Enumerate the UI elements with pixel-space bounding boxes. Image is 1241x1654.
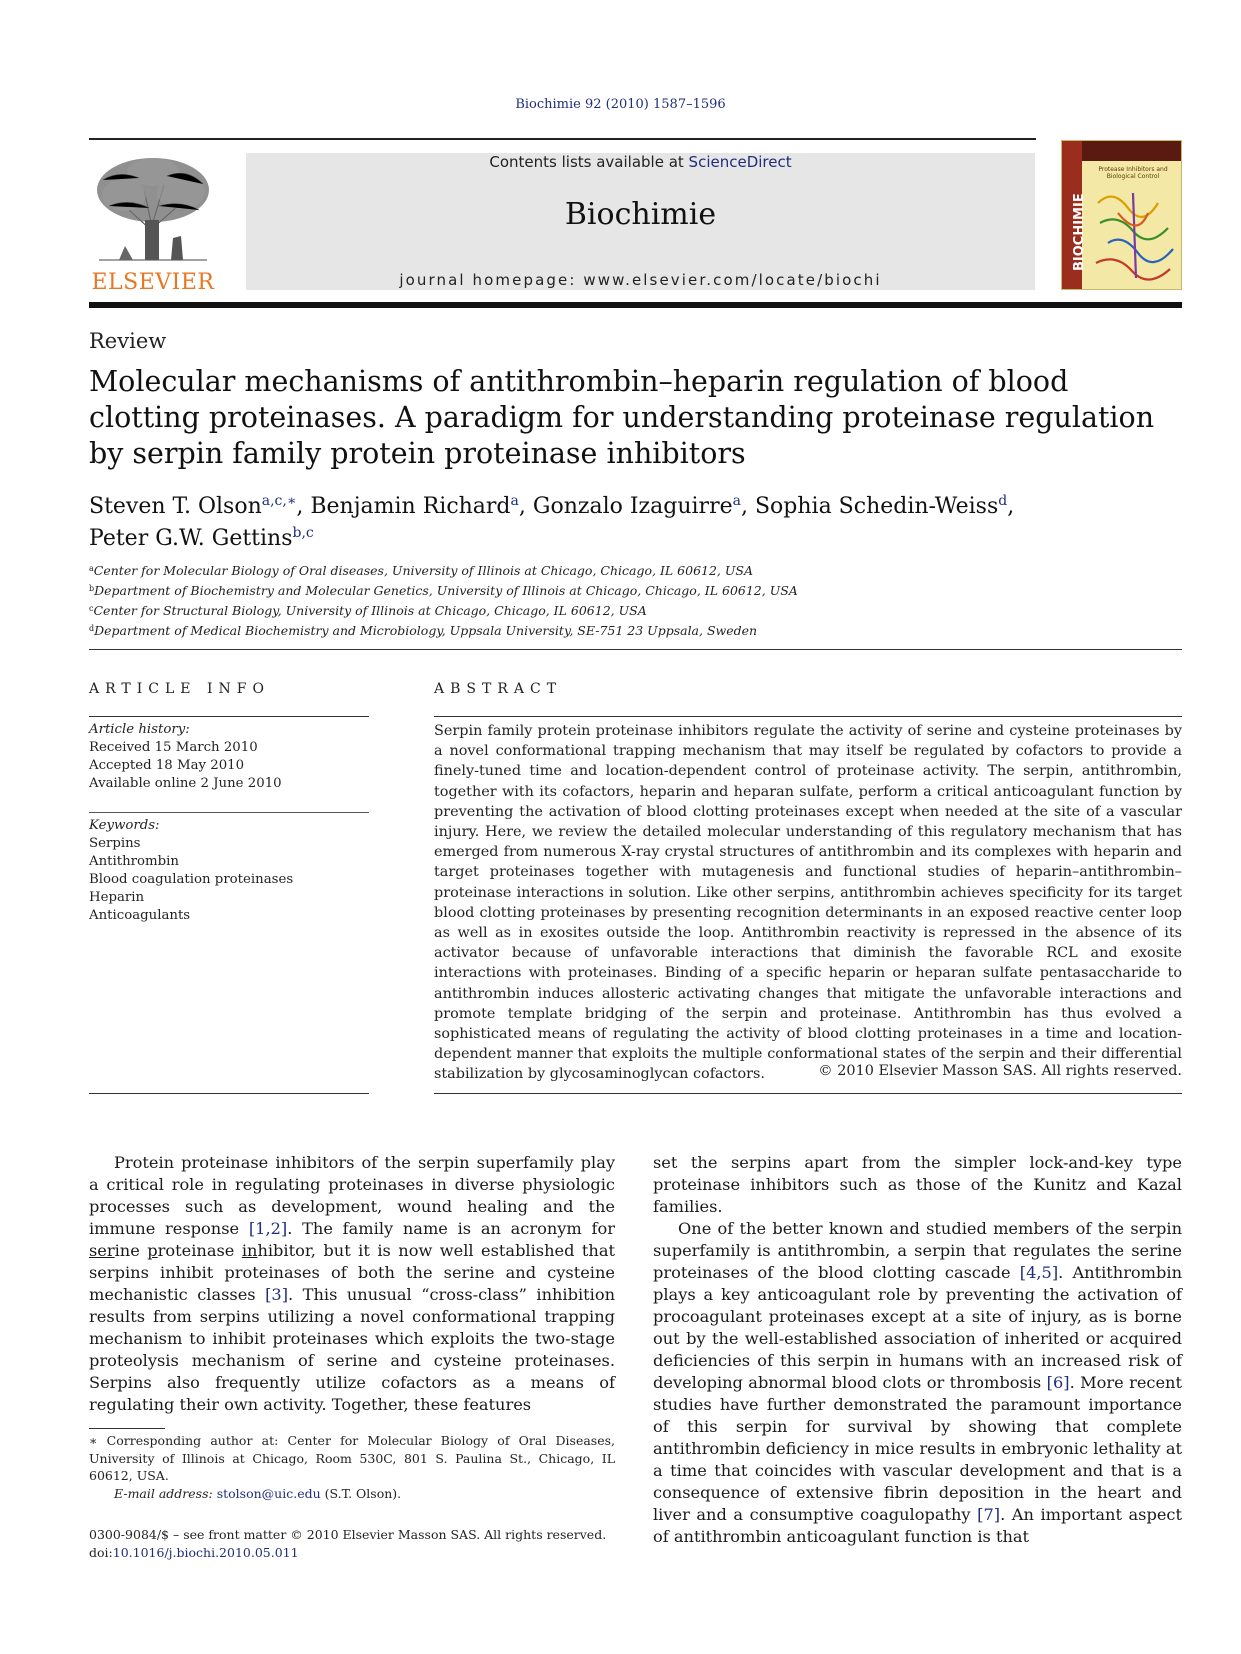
journal-citation[interactable]: Biochimie 92 (2010) 1587–1596 (515, 97, 726, 112)
tree-icon (89, 150, 217, 268)
email-link[interactable]: stolson@uic.edu (216, 1485, 321, 1501)
article-info-heading: ARTICLE INFO (89, 681, 270, 697)
email-line (89, 1485, 615, 1503)
affiliation-text: Center for Structural Biology, University of Illinois at Chicago, Chicago, IL 60612, USA (93, 603, 647, 618)
issn-line: 0300-9084/$ – see front matter © 2010 Elsevier Masson SAS. All rights reserved. (89, 1527, 607, 1542)
info-bottom-rule (89, 1093, 369, 1094)
body-text: One of the better known and studied members of the serpin superfamily is antithrombin, a serpin that regulates the serine proteinases of the blood clotting cascade (653, 1219, 1182, 1282)
acronym-letters: in (241, 1241, 258, 1260)
affiliation-item (89, 580, 1179, 600)
section-rule (89, 649, 1182, 650)
body-text: . More recent studies have further demonstrated the paramount importance of this serpin for survival by showing that complete antithrombin deficiency in mice results in embryonic lethality at a time that coincides with vascular development and that is a consequence of extensive fibrin deposition in the heart and liver and a consumptive coagulopathy (653, 1373, 1182, 1524)
received-date: Received 15 March 2010 (89, 740, 258, 755)
affiliation-list (89, 560, 1179, 640)
cover-spine-text: BIOCHIMIE (1072, 193, 1087, 271)
author-name[interactable]: Steven T. Olson (89, 494, 262, 519)
email-suffix: (S.T. Olson). (320, 1485, 402, 1501)
abstract-copyright: © 2010 Elsevier Masson SAS. All rights reserved. (818, 1063, 1182, 1079)
abstract-heading: ABSTRACT (434, 681, 563, 697)
body-text: . The family name is an acronym for (287, 1219, 615, 1238)
body-text: . This unusual “cross-class” inhibition results from serpins utilizing a novel conformational trapping mechanism to inhibit proteinases which exploits the two-stage proteolysis mechanism of serine and cysteine proteinases. Serpins also frequently utilize cofactors as a means of regulating their own activity. Together, these features (89, 1285, 615, 1414)
header-rule (89, 138, 1036, 140)
abstract-rule (434, 716, 1182, 717)
journal-name: Biochimie (564, 197, 717, 232)
affiliation-item (89, 600, 1179, 620)
affiliation-text: Department of Biochemistry and Molecular Genetics, University of Illinois at Chicago, Chicago, IL 60612, USA (94, 583, 798, 598)
affiliation-item (89, 620, 1179, 640)
reference-link[interactable]: [7] (977, 1505, 1001, 1524)
author-list (89, 488, 1179, 552)
keyword-list (89, 817, 369, 925)
article-title: Molecular mechanisms of antithrombin–heparin regulation of blood clotting proteinases. A paradigm for understanding proteinase regulation by serpin family protein proteinase inhibitors (89, 365, 1155, 470)
keyword-item: Blood coagulation proteinases (89, 872, 294, 887)
body-paragraph (653, 1218, 1182, 1548)
body-text: . An important aspect of antithrombin anticoagulant function is that (653, 1505, 1182, 1546)
body-text: . Antithrombin plays a key anticoagulant role by preventing the activation of procoagulant proteinases except at a site of injury, as is borne out by the well-established association of inherited or acquired deficiencies of this serpin in humans with an increased risk of developing abnormal blood clots or thrombosis (653, 1263, 1182, 1392)
journal-homepage[interactable]: journal homepage: www.elsevier.com/locate/biochi (399, 271, 882, 289)
body-paragraph (89, 1152, 615, 1416)
affiliation-mark: b (89, 584, 95, 593)
affiliation-mark: c (89, 604, 94, 613)
body-column-left (89, 1152, 615, 1416)
journal-banner (246, 153, 1035, 290)
publisher-logo[interactable] (89, 150, 217, 295)
keyword-item: Anticoagulants (89, 908, 191, 923)
body-paragraph: set the serpins apart from the simpler lock-and-key type proteinase inhibitors such as those of the Kunitz and Kazal families. (653, 1153, 1182, 1216)
footnote-rule (89, 1428, 165, 1429)
sciencedirect-link[interactable]: ScienceDirect (688, 153, 792, 171)
article-type: Review (89, 329, 167, 353)
info-rule (89, 716, 369, 717)
author-name[interactable]: Sophia Schedin-Weiss (754, 494, 999, 519)
reference-link[interactable]: [4,5] (1019, 1263, 1059, 1282)
body-column-right (653, 1152, 1182, 1548)
doi-line (89, 1544, 689, 1562)
body-text: roteinase (157, 1241, 242, 1260)
author-name[interactable]: Peter G.W. Gettins (89, 526, 293, 551)
publisher-name: ELSEVIER (91, 270, 215, 295)
front-matter (89, 1526, 689, 1561)
abstract-text: Serpin family protein proteinase inhibitors regulate the activity of serine and cysteine proteinases by a novel conformational trapping mechanism that may itself be regulated by cofactors to provide a finely-tuned time and location-dependent control of proteinase activity. The serpin, antithrombin, together with its cofactors, heparin and heparan sulfate, perform a critical anticoagulant function by preventing the activation of blood clotting proteinases except when needed at the site of a vascular injury. Here, we review the detailed molecular understanding of this regulatory mechanism that has emerged from numerous X-ray crystal structures of antithrombin and its complexes with heparin and target proteinases together with mutagenesis and functional studies of heparin–antithrombin–proteinase interactions in solution. Like other serpins, antithrombin achieves specificity for its target blood clotting proteinases by presenting recognition determinants in an exposed reactive center loop as well as in exosites outside the loop. Antithrombin reactivity is repressed in the absence of its activator because of unfavorable interactions that diminish the favorable RCL and exosite interactions with proteinases. Binding of a specific heparin or heparan sulfate pentasaccharide to antithrombin induces allosteric activating changes that mitigate the unfavorable interactions and promote template bridging of the serpin and proteinase. Antithrombin has thus evolved a sophisticated means of regulating the activity of blood clotting proteinases in a time and location-dependent manner that exploits the multiple conformational states of the serpin and their differential stabilization by glycosaminoglycan cofactors. (434, 723, 1182, 1083)
contents-line (246, 153, 1035, 171)
email-label: E-mail address: (114, 1485, 213, 1501)
keyword-item: Heparin (89, 890, 145, 905)
body-text: Protein proteinase inhibitors of the serpin superfamily play a critical role in regulating proteinases in diverse physiologic processes such as development, wound healing and the immune response (89, 1153, 615, 1238)
body-text: ine (114, 1241, 148, 1260)
abstract-bottom-rule (434, 1093, 1182, 1094)
article-history (89, 721, 369, 793)
keyword-item: Antithrombin (89, 854, 179, 869)
accepted-date: Accepted 18 May 2010 (89, 758, 245, 773)
corresponding-text: ∗ Corresponding author at: Center for Molecular Biology of Oral Diseases, University of Illinois at Chicago, Room 530C, 801 S. Paulina St., Chicago, IL 60612, USA. (89, 1433, 615, 1483)
author-separator: , (518, 494, 533, 519)
contents-prefix: Contents lists available at (489, 153, 689, 171)
journal-cover[interactable] (1061, 140, 1182, 290)
acronym-letters: ser (89, 1241, 115, 1260)
affiliation-mark: a (89, 564, 94, 573)
protein-structure-icon (1088, 183, 1178, 285)
doi-link[interactable]: 10.1016/j.biochi.2010.05.011 (112, 1544, 299, 1560)
doi-prefix: doi: (89, 1544, 113, 1560)
info-divider (89, 812, 369, 813)
reference-link[interactable]: [1,2] (248, 1219, 288, 1238)
affiliation-item (89, 560, 1179, 580)
history-label: Article history: (89, 722, 190, 737)
reference-link[interactable]: [6] (1046, 1373, 1070, 1392)
keyword-item: Serpins (89, 836, 141, 851)
affiliation-text: Department of Medical Biochemistry and Microbiology, Uppsala University, SE-751 23 Uppsala, Sweden (94, 623, 758, 638)
author-separator: , (1007, 494, 1015, 519)
online-date: Available online 2 June 2010 (89, 776, 282, 791)
author-affiliation-marks[interactable]: a (510, 493, 519, 509)
affiliation-text: Center for Molecular Biology of Oral diseases, University of Illinois at Chicago, Chicago, IL 60612, USA (93, 563, 753, 578)
keywords-label: Keywords: (89, 818, 160, 833)
body-text: hibitor, but it is now well established that serpins inhibit proteinases of both the serine and cysteine mechanistic classes (89, 1241, 616, 1304)
author-separator: , (296, 494, 311, 519)
author-separator: , (740, 494, 755, 519)
corresponding-footnote (89, 1432, 615, 1502)
cover-title: Protease Inhibitors and Biological Control (1098, 166, 1168, 180)
author-name[interactable]: Benjamin Richard (310, 494, 511, 519)
author-name[interactable]: Gonzalo Izaguirre (532, 494, 733, 519)
acronym-letters: p (147, 1241, 158, 1260)
reference-link[interactable]: [3] (265, 1285, 289, 1304)
author-affiliation-marks[interactable]: a (732, 493, 741, 509)
author-affiliation-marks[interactable]: a,c,∗ (261, 493, 297, 509)
author-affiliation-marks[interactable]: d (998, 493, 1008, 509)
header-thick-rule (89, 302, 1182, 308)
affiliation-mark: d (89, 624, 95, 633)
author-affiliation-marks[interactable]: b,c (292, 525, 314, 541)
